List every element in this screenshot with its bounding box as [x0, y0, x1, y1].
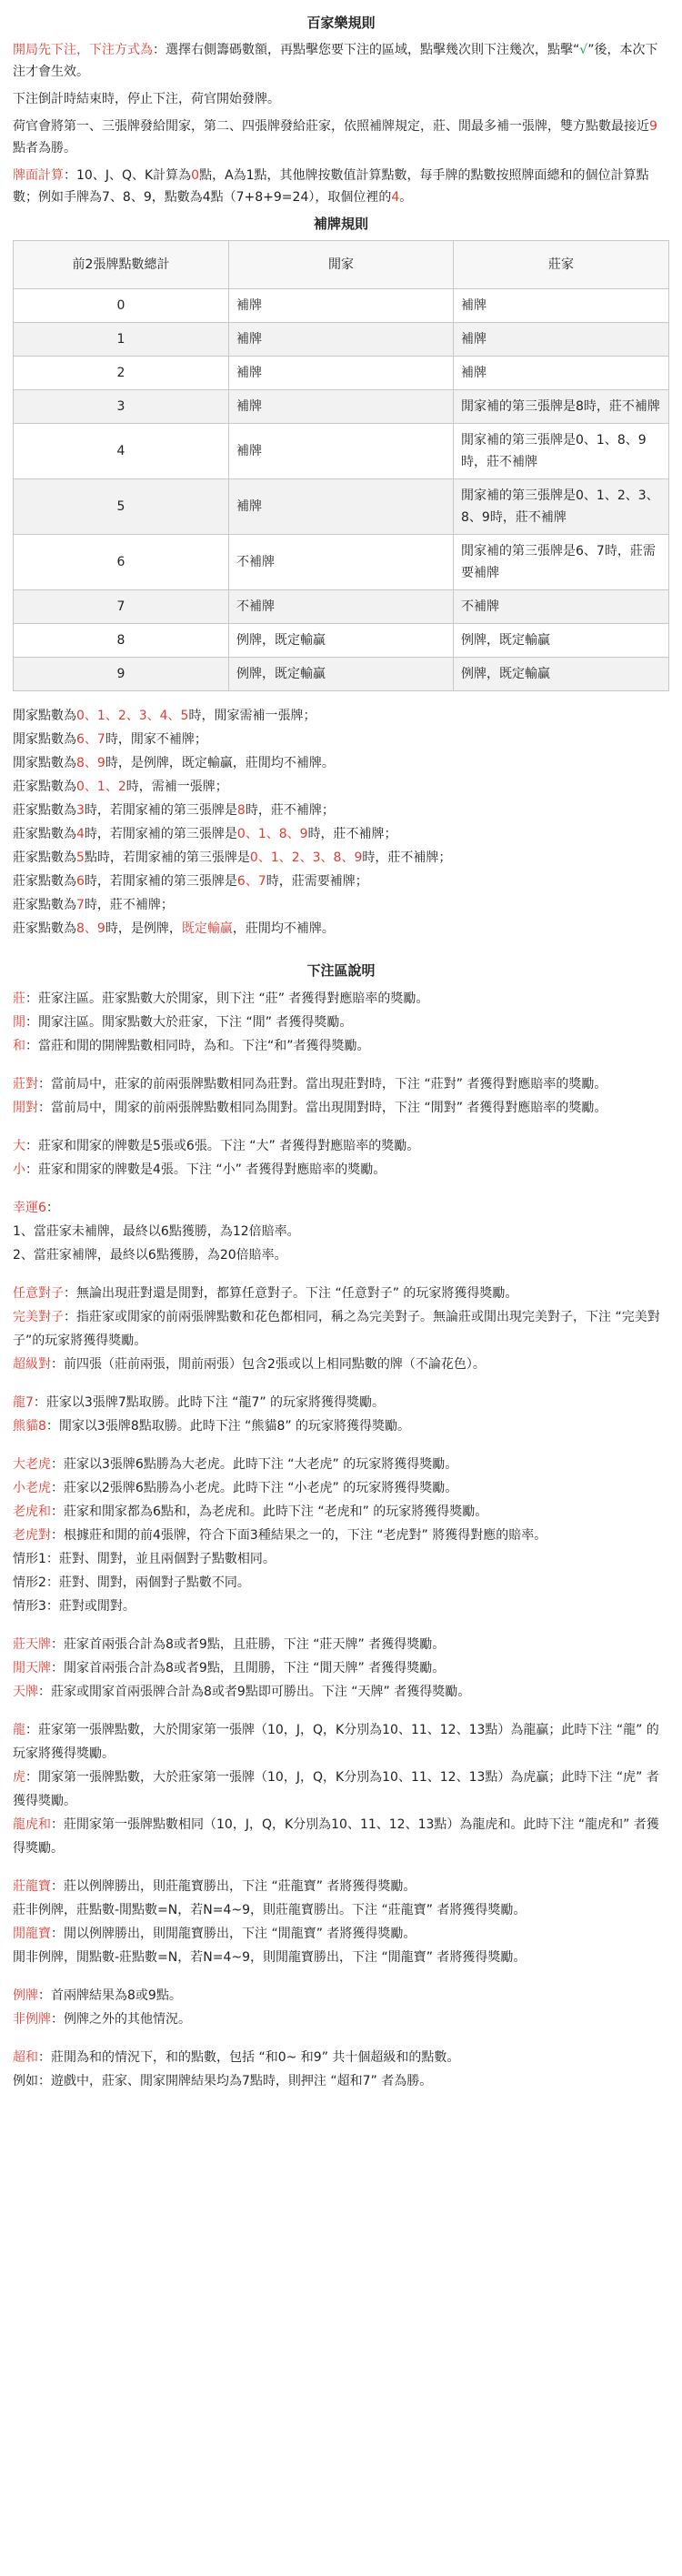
rules-title: 百家樂規則 — [306, 15, 376, 31]
player-dragon-bonus-rule: 閒非例牌，閒點數-莊點數=N，若N=4~9，則閒龍寶勝出，下注 “閒龍寶” 者將獲得獎勵。 — [13, 1950, 527, 1965]
bet-banker: 莊：莊家注區。莊家點數大於閒家，則下注 “莊” 者獲得對應賠率的獎勵。 — [13, 991, 429, 1006]
bet-tiger-pair: 老虎對：根據莊和閒的前4張牌，符合下面3種結果之一的，下注 “老虎對” 將獲得對應的賠率。 — [13, 1528, 547, 1543]
intro-card-values: 牌面計算：10、J、Q、K計算為0點，A為1點，其他牌按數值計算點數，每手牌的點數按照牌面總和的個位計算點數；例如手牌為7、8、9，點數為4點（7+8+9=24），取個位裡的4。 — [13, 168, 649, 205]
summary-line: 莊家點數為5點時，若閒家補的第三張牌是0、1、2、3、8、9時，莊不補牌； — [13, 850, 452, 865]
intro-betting: 開局先下注，下注方式為：選擇右側籌碼數額，再點擊您要下注的區域，點擊幾次則下注幾次，點擊“√”後，本次下注才會生效。 — [13, 43, 658, 79]
bet-dragon: 龍：莊家第一張牌點數，大於閒家第一張牌（10，J，Q，K分別為10、11、12、13點）為龍贏；此時下注 “龍” 的玩家將獲得獎勵。 — [13, 1723, 659, 1761]
bet-super-pair: 超級對：前四張（莊前兩張，閒前兩張）包含2張或以上相同點數的牌（不論花色）。 — [13, 1357, 486, 1372]
table-row: 8 例牌，既定輸贏 例牌，既定輸贏 — [14, 624, 669, 658]
table-row: 2 補牌 補牌 — [14, 357, 669, 390]
intro-betting-label: 開局先下注，下注方式為 — [13, 43, 153, 57]
bet-tiger-tie: 老虎和：莊家和閒家都為6點和，為老虎和。此時下注 “老虎和” 的玩家將獲得獎勵。 — [13, 1504, 488, 1519]
bet-dragon7: 龍7：莊家以3張牌7點取勝。此時下注 “龍7” 的玩家將獲得獎勵。 — [13, 1395, 386, 1410]
bet-super-tie: 超和：莊閒為和的情況下，和的點數，包括 “和0~ 和9” 共十個超級和的點數。 — [13, 2050, 460, 2065]
table-row: 9 例牌，既定輸贏 例牌，既定輸贏 — [14, 658, 669, 691]
table-row: 1 補牌 補牌 — [14, 323, 669, 357]
bet-areas-title: 下注區說明 — [306, 962, 376, 979]
header-total: 前2張牌點數總計 — [14, 241, 229, 289]
lucky6-rule: 2、當莊家補牌，最終以6點獲勝，為20倍賠率。 — [13, 1248, 287, 1263]
intro-countdown: 下注倒計時結束時，停止下注，荷官開始發牌。 — [13, 92, 280, 106]
banker-dragon-bonus-rule: 莊非例牌，莊點數-閒點數=N，若N=4~9，則莊龍寶勝出。下注 “莊龍寶” 者將獲得獎勵。 — [13, 1903, 527, 1917]
bet-lucky6: 幸運6： — [13, 1201, 59, 1215]
bet-player-natural: 閒天牌：閒家首兩張合計為8或者9點，且閒勝，下注 “閒天牌” 者獲得獎勵。 — [13, 1661, 446, 1675]
super-tie-example: 例如：遊戲中，莊家、閒家開牌結果均為7點時，則押注 “超和7” 者為勝。 — [13, 2074, 433, 2088]
summary-line: 莊家點數為7時，莊不補牌； — [13, 898, 174, 912]
def-natural-hand: 例牌：首兩牌結果為8或9點。 — [13, 1988, 182, 2003]
bet-banker-natural: 莊天牌：莊家首兩張合計為8或者9點，且莊勝，下注 “莊天牌” 者獲得獎勵。 — [13, 1637, 446, 1652]
table-row: 3 補牌 閒家補的第三張牌是8時，莊不補牌 — [14, 390, 669, 424]
bet-big-tiger: 大老虎：莊家以3張牌6點勝為大老虎。此時下注 “大老虎” 的玩家將獲得獎勵。 — [13, 1457, 458, 1472]
header-player: 閒家 — [229, 241, 454, 289]
summary-line: 閒家點數為8、9時，是例牌，既定輸贏，莊閒均不補牌。 — [13, 756, 335, 770]
bet-panda8: 熊貓8：閒家以3張牌8點取勝。此時下注 “熊貓8” 的玩家將獲得獎勵。 — [13, 1419, 411, 1434]
intro-dealing: 荷官會將第一、三張牌發給閒家，第二、四張牌發給莊家，依照補牌規定，莊、閒最多補一張牌，雙方點數最接近9點者為勝。 — [13, 119, 657, 156]
summary-line: 莊家點數為0、1、2時，需補一張牌； — [13, 780, 228, 794]
tiger-pair-case: 情形2：莊對、閒對，兩個對子點數不同。 — [13, 1575, 250, 1590]
draw-rules-table — [13, 240, 669, 691]
bet-any-pair: 任意對子：無論出現莊對還是閒對，都算任意對子。下注 “任意對子” 的玩家將獲得獎勵。 — [13, 1286, 518, 1301]
draw-rules-title: 補牌規則 — [313, 216, 368, 232]
table-row: 7 不補牌 不補牌 — [14, 590, 669, 624]
bet-areas — [13, 987, 669, 2093]
bet-player-dragon-bonus: 閒龍寶：閒以例牌勝出，則閒龍寶勝出，下注 “閒龍寶” 者將獲得獎勵。 — [13, 1927, 416, 1941]
summary-line: 莊家點數為4時，若閒家補的第三張牌是0、1、8、9時，莊不補牌； — [13, 827, 397, 841]
bet-small-tiger: 小老虎：莊家以2張牌6點勝為小老虎。此時下注 “小老虎” 的玩家將獲得獎勵。 — [13, 1481, 458, 1495]
draw-summary — [13, 704, 669, 941]
bet-big: 大：莊家和閒家的牌數是5張或6張。下注 “大” 者獲得對應賠率的獎勵。 — [13, 1139, 420, 1153]
bet-perfect-pair: 完美對子：指莊家或閒家的前兩張牌點數和花色都相同，稱之為完美對子。無論莊或閒出現完美對子，下注 “完美對子”的玩家將獲得獎勵。 — [13, 1310, 660, 1348]
tiger-pair-case: 情形1：莊對、閒對，並且兩個對子點數相同。 — [13, 1552, 276, 1566]
bet-player: 閒：閒家注區。閒家點數大於莊家，下注 “閒” 者獲得獎勵。 — [13, 1015, 353, 1030]
bet-tiger: 虎：閒家第一張牌點數，大於莊家第一張牌（10，J，Q，K分別為10、11、12、13點）為虎贏；此時下注 “虎” 者獲得獎勵。 — [13, 1770, 659, 1808]
bet-natural: 天牌：莊家或閒家首兩張牌合計為8或者9點即可勝出。下注 “天牌” 者獲得獎勵。 — [13, 1685, 471, 1699]
check-mark-icon: √ — [579, 43, 588, 57]
header-banker: 莊家 — [454, 241, 669, 289]
lucky6-rule: 1、當莊家未補牌，最終以6點獲勝，為12倍賠率。 — [13, 1224, 300, 1239]
summary-line: 莊家點數為8、9時，是例牌，既定輸贏，莊閒均不補牌。 — [13, 921, 335, 936]
bet-dragon-tiger-tie: 龍虎和：莊閒家第一張牌點數相同（10，J，Q，K分別為10、11、12、13點）為龍虎和。此時下注 “龍虎和” 者獲得獎勵。 — [13, 1817, 659, 1856]
summary-line: 莊家點數為3時，若閒家補的第三張牌是8時，莊不補牌； — [13, 803, 335, 818]
bet-tie: 和：當莊和閒的開牌點數相同時，為和。下注“和”者獲得獎勵。 — [13, 1039, 370, 1053]
bet-banker-dragon-bonus: 莊龍寶：莊以例牌勝出，則莊龍寶勝出，下注 “莊龍寶” 者將獲得獎勵。 — [13, 1879, 416, 1894]
summary-line: 閒家點數為0、1、2、3、4、5時，閒家需補一張牌； — [13, 709, 316, 723]
bet-banker-pair: 莊對：當前局中，莊家的前兩張牌點數相同為莊對。當出現莊對時，下注 “莊對” 者獲得對應賠率的獎勵。 — [13, 1077, 607, 1092]
summary-line: 莊家點數為6時，若閒家補的第三張牌是6、7時，莊需要補牌； — [13, 874, 368, 889]
intro-section — [13, 39, 669, 208]
tiger-pair-case: 情形3：莊對或閒對。 — [13, 1599, 135, 1614]
table-header-row — [14, 241, 669, 289]
table-row: 5 補牌 閒家補的第三張牌是0、1、2、3、8、9時，莊不補牌 — [14, 479, 669, 535]
bet-player-pair: 閒對：當前局中，閒家的前兩張牌點數相同為閒對。當出現閒對時，下注 “閒對” 者獲得對應賠率的獎勵。 — [13, 1101, 607, 1115]
table-row: 4 補牌 閒家補的第三張牌是0、1、8、9時，莊不補牌 — [14, 424, 669, 479]
def-non-natural-hand: 非例牌：例牌之外的其他情況。 — [13, 2012, 191, 2027]
bet-small: 小：莊家和閒家的牌數是4張。下注 “小” 者獲得對應賠率的獎勵。 — [13, 1162, 386, 1177]
table-row: 6 不補牌 閒家補的第三張牌是6、7時，莊需要補牌 — [14, 535, 669, 590]
card-values-label: 牌面計算 — [13, 168, 64, 183]
table-row: 0 補牌 補牌 — [14, 289, 669, 323]
summary-line: 閒家點數為6、7時，閒家不補牌； — [13, 732, 207, 747]
